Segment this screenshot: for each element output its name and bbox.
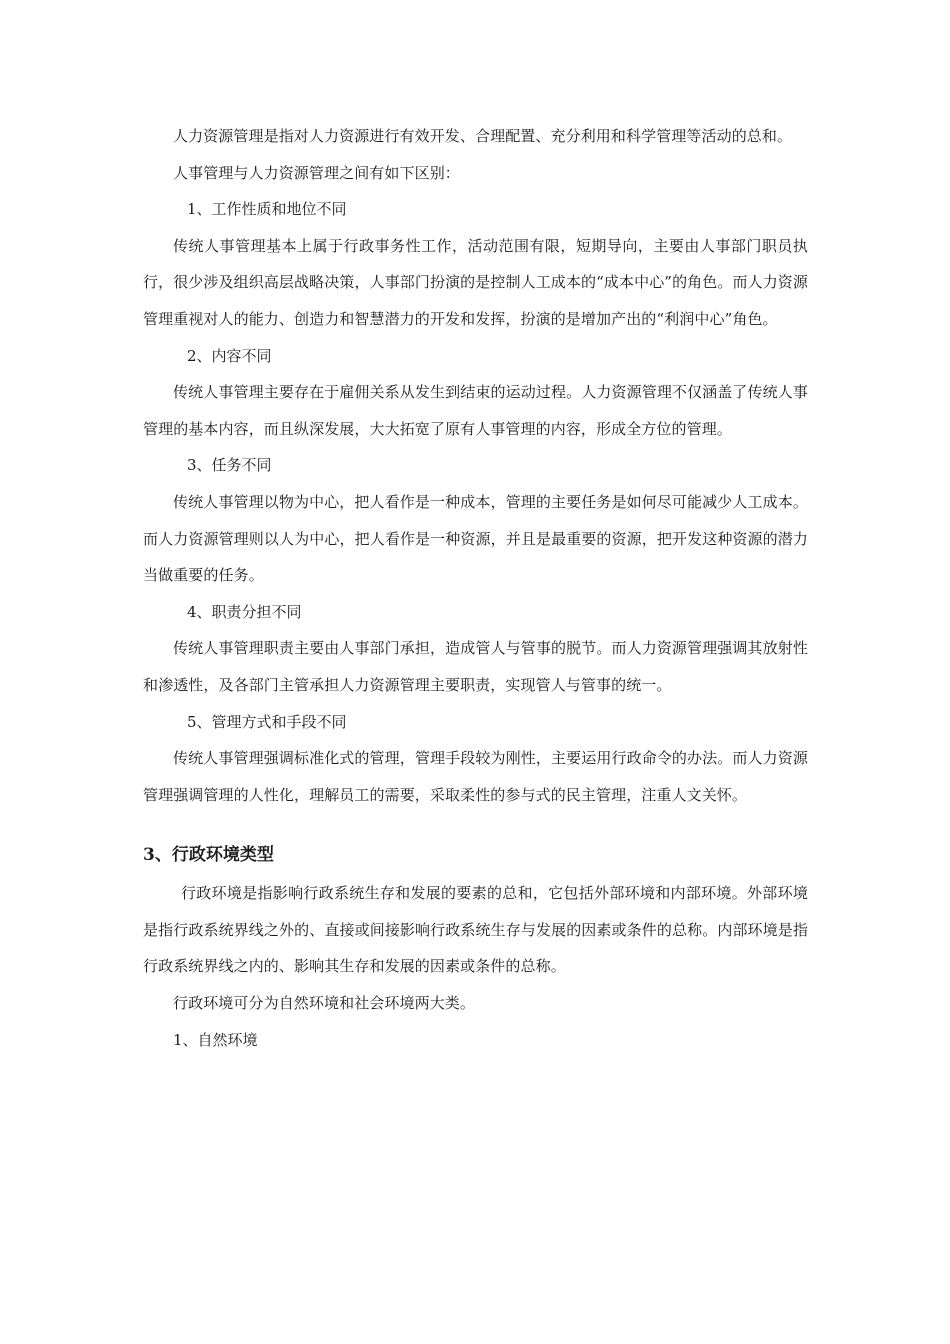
difference-2-heading: 2、内容不同 (187, 346, 272, 365)
difference-1-body: 传统人事管理基本上属于行政事务性工作，活动范围有限，短期导向，主要由人事部门职员执行，很少涉及组织高层战略决策，人事部门扮演的是控制人工成本的“成本中心”的角色。而人力资源管理重视对人的能力、创造力和智慧潜力的开发和发挥，扮演的是增加产出的“利润中心”角色。 (143, 236, 808, 328)
difference-3-heading: 3、任务不同 (187, 456, 272, 475)
difference-4-heading: 4、职责分担不同 (187, 602, 302, 621)
difference-4-body: 传统人事管理职责主要由人事部门承担，造成管人与管事的脱节。而人力资源管理强调其放射性和渗透性，及各部门主管承担人力资源管理主要职责，实现管人与管事的统一。 (143, 639, 808, 694)
admin-environment-definition: 行政环境是指影响行政系统生存和发展的要素的总和，它包括外部环境和内部环境。外部环境是指行政系统界线之外的、直接或间接影响行政系统生存与发展的因素或条件的总称。内部环境是指行政系统界线之内的、影响其生存和发展的因素或条件的总称。 (143, 884, 808, 976)
admin-environment-classification: 行政环境可分为自然环境和社会环境两大类。 (173, 994, 476, 1013)
natural-environment-heading: 1、自然环境 (173, 1030, 258, 1049)
section-3-title: 3、行政环境类型 (143, 845, 274, 866)
difference-lead-paragraph: 人事管理与人力资源管理之间有如下区别： (173, 163, 460, 182)
difference-1-heading: 1、工作性质和地位不同 (187, 200, 347, 219)
difference-3-body: 传统人事管理以物为中心，把人看作是一种成本，管理的主要任务是如何尽可能减少人工成本。而人力资源管理则以人为中心，把人看作是一种资源，并且是最重要的资源，把开发这种资源的潜力当做重要的任务。 (143, 492, 808, 585)
difference-2-body: 传统人事管理主要存在于雇佣关系从发生到结束的运动过程。人力资源管理不仅涵盖了传统人事管理的基本内容，而且纵深发展，大大拓宽了原有人事管理的内容，形成全方位的管理。 (143, 383, 808, 438)
difference-5-heading: 5、管理方式和手段不同 (187, 712, 347, 731)
difference-5-body: 传统人事管理强调标准化式的管理，管理手段较为刚性，主要运用行政命令的办法。而人力资源管理强调管理的人性化，理解员工的需要，采取柔性的参与式的民主管理，注重人文关怀。 (143, 749, 808, 804)
document-page (143, 118, 808, 1058)
hrm-definition-paragraph: 人力资源管理是指对人力资源进行有效开发、合理配置、充分利用和科学管理等活动的总和。 (173, 127, 793, 145)
